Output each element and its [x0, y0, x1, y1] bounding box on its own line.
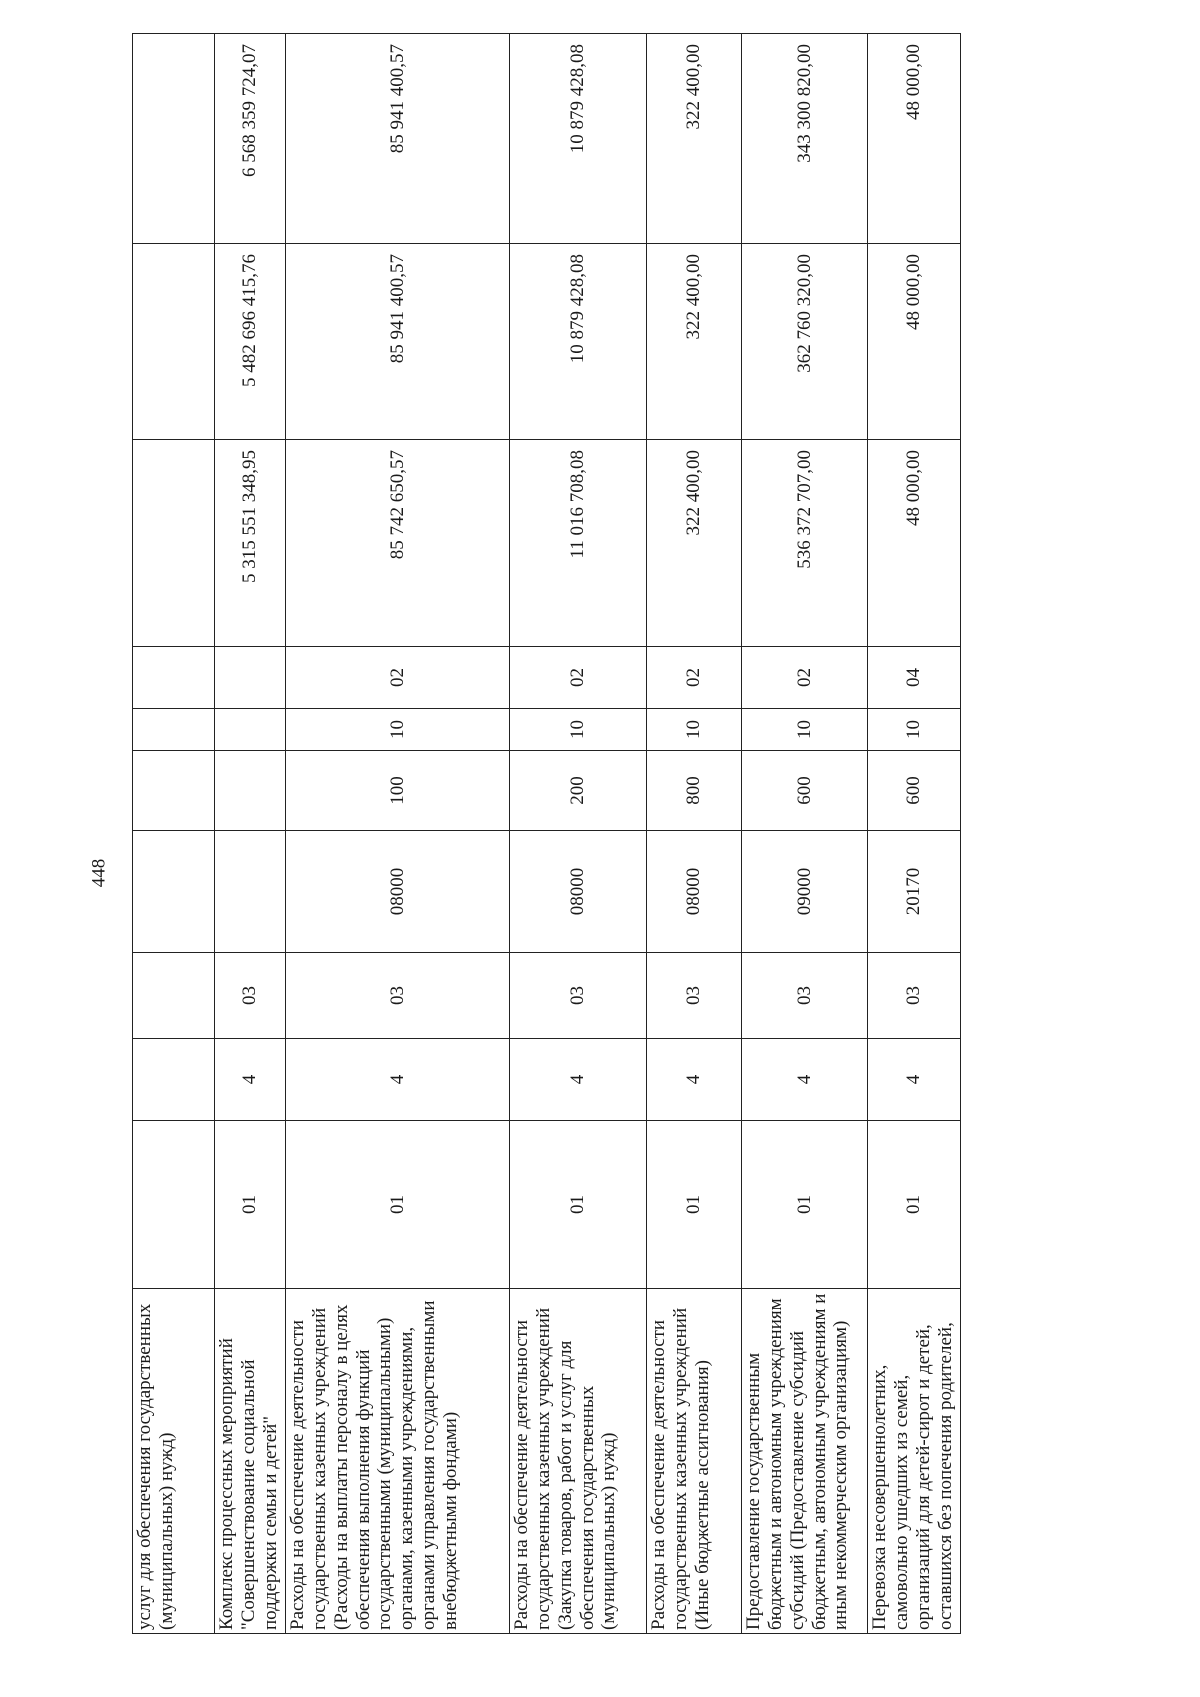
code-cell-1: 01: [286, 1121, 510, 1289]
amount-year-1-cell: 536 372 707,00: [742, 440, 868, 647]
table-row: [647, 34, 742, 1634]
target-article-cell: 08000: [286, 831, 510, 953]
code-cell-2: 4: [286, 1039, 510, 1121]
amount-year-3-cell: 48 000,00: [868, 34, 961, 244]
section-cell: [133, 709, 215, 751]
expense-type-cell: [215, 751, 286, 831]
table-row: [133, 34, 215, 1634]
expense-type-cell: 600: [868, 751, 961, 831]
amount-year-2-cell: 362 760 320,00: [742, 244, 868, 440]
amount-year-1-cell: 48 000,00: [868, 440, 961, 647]
code-cell-2: 4: [868, 1039, 961, 1121]
amount-year-3-cell: 85 941 400,57: [286, 34, 510, 244]
code-cell-3: 03: [510, 953, 647, 1039]
table-row: [868, 34, 961, 1634]
amount-year-2-cell: 10 879 428,08: [510, 244, 647, 440]
description-cell: Расходы на обеспечение деятельности государственных казенных учреждений (Иные бюджетные ассигнования): [647, 1289, 742, 1634]
code-cell-1: 01: [647, 1121, 742, 1289]
section-cell: 10: [286, 709, 510, 751]
code-cell-3: [133, 953, 215, 1039]
description-cell: Предоставление государственным бюджетным и автономным учреждениям субсидий (Предоставление субсидий бюджетным, автономным учреждениям и иным некоммерческим организациям): [742, 1289, 868, 1634]
amount-year-1-cell: 5 315 551 348,95: [215, 440, 286, 647]
amount-year-3-cell: 343 300 820,00: [742, 34, 868, 244]
amount-year-1-cell: 11 016 708,08: [510, 440, 647, 647]
subsection-cell: 02: [742, 647, 868, 709]
amount-year-1-cell: [133, 440, 215, 647]
expense-type-cell: 600: [742, 751, 868, 831]
subsection-cell: 04: [868, 647, 961, 709]
code-cell-2: 4: [510, 1039, 647, 1121]
subsection-cell: 02: [510, 647, 647, 709]
page-number: 448: [88, 858, 110, 888]
amount-year-2-cell: 5 482 696 415,76: [215, 244, 286, 440]
code-cell-1: 01: [868, 1121, 961, 1289]
target-article-cell: 08000: [647, 831, 742, 953]
target-article-cell: [215, 831, 286, 953]
code-cell-2: 4: [742, 1039, 868, 1121]
description-cell: Перевозка несовершеннолетних, самовольно ушедших из семей, организаций для детей-сирот и детей, оставшихся без попечения родителей,: [868, 1289, 961, 1634]
section-cell: 10: [510, 709, 647, 751]
amount-year-3-cell: [133, 34, 215, 244]
amount-year-2-cell: [133, 244, 215, 440]
description-cell: услуг для обеспечения государственных (муниципальных) нужд): [133, 1289, 215, 1634]
code-cell-1: 01: [510, 1121, 647, 1289]
description-cell: Расходы на обеспечение деятельности государственных казенных учреждений (Закупка товаров, работ и услуг для обеспечения государственных (муниципальных) нужд): [510, 1289, 647, 1634]
amount-year-2-cell: 48 000,00: [868, 244, 961, 440]
description-cell: Комплекс процессных мероприятий "Совершенствование социальной поддержки семьи и детей": [215, 1289, 286, 1634]
amount-year-3-cell: 10 879 428,08: [510, 34, 647, 244]
table-row: [742, 34, 868, 1634]
section-cell: [215, 709, 286, 751]
code-cell-1: 01: [215, 1121, 286, 1289]
code-cell-1: 01: [742, 1121, 868, 1289]
description-cell: Расходы на обеспечение деятельности государственных казенных учреждений (Расходы на выплаты персоналу в целях обеспечения выполнения функций государственными (муниципальными) органами, казенными учреждениями, органами управления государственными внебюджетными фондами): [286, 1289, 510, 1634]
table-body: [133, 34, 961, 1634]
table-row: [510, 34, 647, 1634]
code-cell-2: [133, 1039, 215, 1121]
expense-type-cell: [133, 751, 215, 831]
expense-type-cell: 800: [647, 751, 742, 831]
budget-table: [132, 33, 961, 1634]
expense-type-cell: 100: [286, 751, 510, 831]
section-cell: 10: [868, 709, 961, 751]
subsection-cell: [215, 647, 286, 709]
expense-type-cell: 200: [510, 751, 647, 831]
target-article-cell: [133, 831, 215, 953]
section-cell: 10: [647, 709, 742, 751]
code-cell-3: 03: [647, 953, 742, 1039]
target-article-cell: 20170: [868, 831, 961, 953]
code-cell-3: 03: [286, 953, 510, 1039]
amount-year-1-cell: 85 742 650,57: [286, 440, 510, 647]
subsection-cell: 02: [647, 647, 742, 709]
amount-year-1-cell: 322 400,00: [647, 440, 742, 647]
amount-year-3-cell: 6 568 359 724,07: [215, 34, 286, 244]
amount-year-2-cell: 322 400,00: [647, 244, 742, 440]
code-cell-3: 03: [868, 953, 961, 1039]
subsection-cell: 02: [286, 647, 510, 709]
code-cell-2: 4: [647, 1039, 742, 1121]
table-row: [286, 34, 510, 1634]
section-cell: 10: [742, 709, 868, 751]
code-cell-3: 03: [215, 953, 286, 1039]
target-article-cell: 08000: [510, 831, 647, 953]
table-row: [215, 34, 286, 1634]
amount-year-2-cell: 85 941 400,57: [286, 244, 510, 440]
subsection-cell: [133, 647, 215, 709]
code-cell-1: [133, 1121, 215, 1289]
code-cell-3: 03: [742, 953, 868, 1039]
amount-year-3-cell: 322 400,00: [647, 34, 742, 244]
target-article-cell: 09000: [742, 831, 868, 953]
budget-table-rotated: [132, 34, 1052, 1634]
code-cell-2: 4: [215, 1039, 286, 1121]
